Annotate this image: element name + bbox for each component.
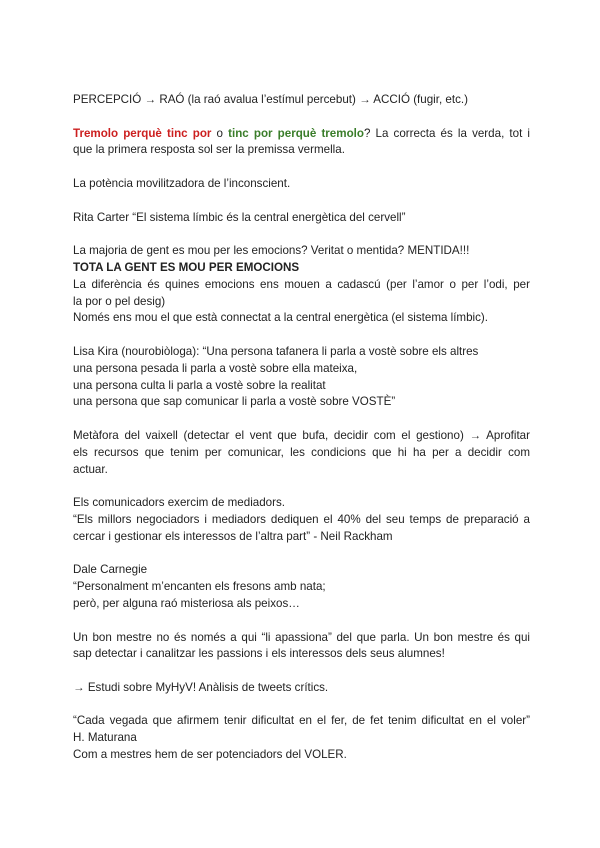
unconscious-power: La potència movilitzadora de l’inconscient. [73, 176, 291, 190]
trembling-question-rest: ? La correcta és la verda, tot i [363, 126, 531, 140]
emotions-question: La majoria de gent es mou per les emocions? Veritat o mentida? MENTIDA!!! [73, 244, 470, 258]
lisa-kira-line-2: una persona pesada li parla a vostè sobre ella mateixa, [73, 361, 358, 375]
green-premise: tinc por perquè tremolo [228, 126, 364, 140]
mediators-line-1: Els comunicadors exercim de mediadors. [73, 496, 285, 510]
emotions-difference-2: la por o pel desig) [73, 294, 166, 308]
lisa-kira-line-3: una persona culta li parla a vostè sobre la realitat [73, 378, 326, 392]
carnegie-name: Dale Carnegie [73, 563, 148, 577]
trembling-question-line-1 [73, 126, 530, 143]
ship-metaphor-1: Metàfora del vaixell (detectar el vent que bufa, decidir com el gestiono) → Aprofitar [73, 428, 530, 442]
will-enhancers: Com a mestres hem de ser potenciadors del VOLER. [73, 748, 347, 762]
maturana-quote: “Cada vegada que afirmem tenir dificultat en el fer, de fet tenim dificultat en el voler” [73, 714, 530, 728]
trembling-question-line-2: que la primera resposta sol ser la premissa vermella. [73, 143, 345, 157]
connector-o: o [211, 126, 229, 140]
emotions-heading: TOTA LA GENT ES MOU PER EMOCIONS [73, 260, 300, 274]
rita-carter-quote: Rita Carter “El sistema límbic és la central energètica del cervell” [73, 210, 406, 224]
lisa-kira-line-1: Lisa Kira (nourobiòloga): “Una persona tafanera li parla a vostè sobre els altres [73, 344, 479, 358]
mediators-line-3: cercar i gestionar els interessos de l’altra part” - Neil Rackham [73, 529, 393, 543]
emotions-difference-1: La diferència és quines emocions ens mouen a cadascú (per l’amor o per l’odi, per [73, 277, 530, 291]
red-premise: Tremolo perquè tinc por [73, 126, 212, 140]
carnegie-quote-2: però, per alguna raó misteriosa als peixos… [73, 596, 300, 610]
lisa-kira-line-4: una persona que sap comunicar li parla a vostè sobre VOSTÈ” [73, 395, 396, 409]
maturana-name: H. Maturana [73, 731, 137, 745]
ship-metaphor-2: els recursos que tenim per comunicar, les condicions que hi ha per a decidir com [73, 445, 530, 459]
myhyv-study: → Estudi sobre MyHyV! Anàlisis de tweets crítics. [73, 680, 329, 694]
carnegie-quote-1: “Personalment m’encanten els fresons amb nata; [73, 580, 326, 594]
good-teacher-2: sap detectar i canalitzar les passions i els interessos dels seus alumnes! [73, 647, 445, 661]
ship-metaphor-3: actuar. [73, 462, 108, 476]
document-page [73, 92, 530, 764]
mediators-line-2: “Els millors negociadors i mediadors dediquen el 40% del seu temps de preparació a [73, 512, 530, 526]
emotions-limbic: Només ens mou el que està connectat a la central energètica (el sistema límbic). [73, 311, 488, 325]
good-teacher-1: Un bon mestre no és només a qui “li apassiona” del que parla. Un bon mestre és qui [73, 630, 530, 644]
perception-chain: PERCEPCIÓ → RAÓ (la raó avalua l’estímul percebut) → ACCIÓ (fugir, etc.) [73, 93, 468, 106]
